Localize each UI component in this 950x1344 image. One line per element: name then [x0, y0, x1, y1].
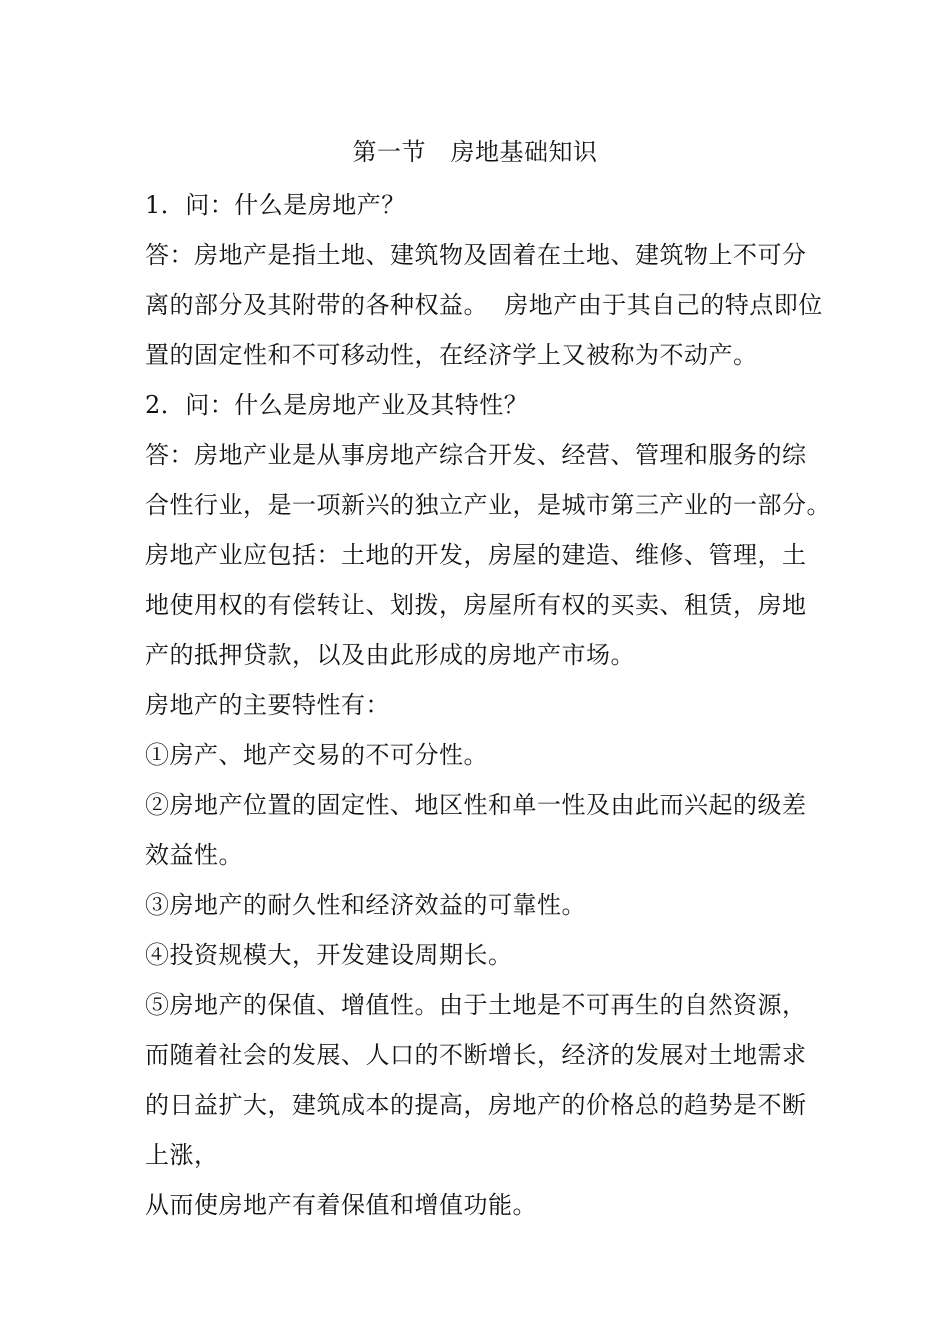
answer-2-line-2: 合性行业，是一项新兴的独立产业，是城市第三产业的一部分。 [145, 491, 831, 519]
section-title: 第一节 房地基础知识 [352, 138, 598, 166]
document-body [145, 180, 835, 1230]
question-2: 2．问：什么是房地产业及其特性？ [145, 391, 529, 419]
answer-2-line-5: 产的抵押贷款，以及由此形成的房地产市场。 [145, 641, 635, 669]
characteristic-5-line-5: 从而使房地产有着保值和增值功能。 [145, 1191, 537, 1219]
answer-1-line-3: 置的固定性和不可移动性，在经济学上又被称为不动产。 [145, 341, 758, 369]
characteristic-2-line-2: 效益性。 [145, 841, 243, 869]
answer-2-line-1: 答：房地产业是从事房地产综合开发、经营、管理和服务的综 [145, 441, 807, 469]
characteristic-5-line-1: ⑤房地产的保值、增值性。由于土地是不可再生的自然资源， [145, 991, 807, 1019]
characteristic-3: ③房地产的耐久性和经济效益的可靠性。 [145, 891, 586, 919]
characteristics-heading: 房地产的主要特性有： [145, 691, 390, 719]
answer-2-line-4: 地使用权的有偿转让、划拨，房屋所有权的买卖、租赁，房地 [145, 591, 807, 619]
characteristic-2-line-1: ②房地产位置的固定性、地区性和单一性及由此而兴起的级差 [145, 791, 807, 819]
characteristic-5-line-2: 而随着社会的发展、人口的不断增长，经济的发展对土地需求 [145, 1041, 807, 1069]
answer-1-line-2: 离的部分及其附带的各种权益。 房地产由于其自己的特点即位 [145, 291, 823, 319]
characteristic-5-line-4: 上涨， [145, 1141, 219, 1169]
answer-1-line-1: 答：房地产是指土地、建筑物及固着在土地、建筑物上不可分 [145, 241, 807, 269]
characteristic-5-line-3: 的日益扩大，建筑成本的提高，房地产的价格总的趋势是不断 [145, 1091, 807, 1119]
answer-2-line-3: 房地产业应包括：土地的开发，房屋的建造、维修、管理，土 [145, 541, 807, 569]
characteristic-4: ④投资规模大，开发建设周期长。 [145, 941, 513, 969]
characteristic-1: ①房产、地产交易的不可分性。 [145, 741, 488, 769]
question-1: 1．问：什么是房地产？ [145, 191, 406, 219]
